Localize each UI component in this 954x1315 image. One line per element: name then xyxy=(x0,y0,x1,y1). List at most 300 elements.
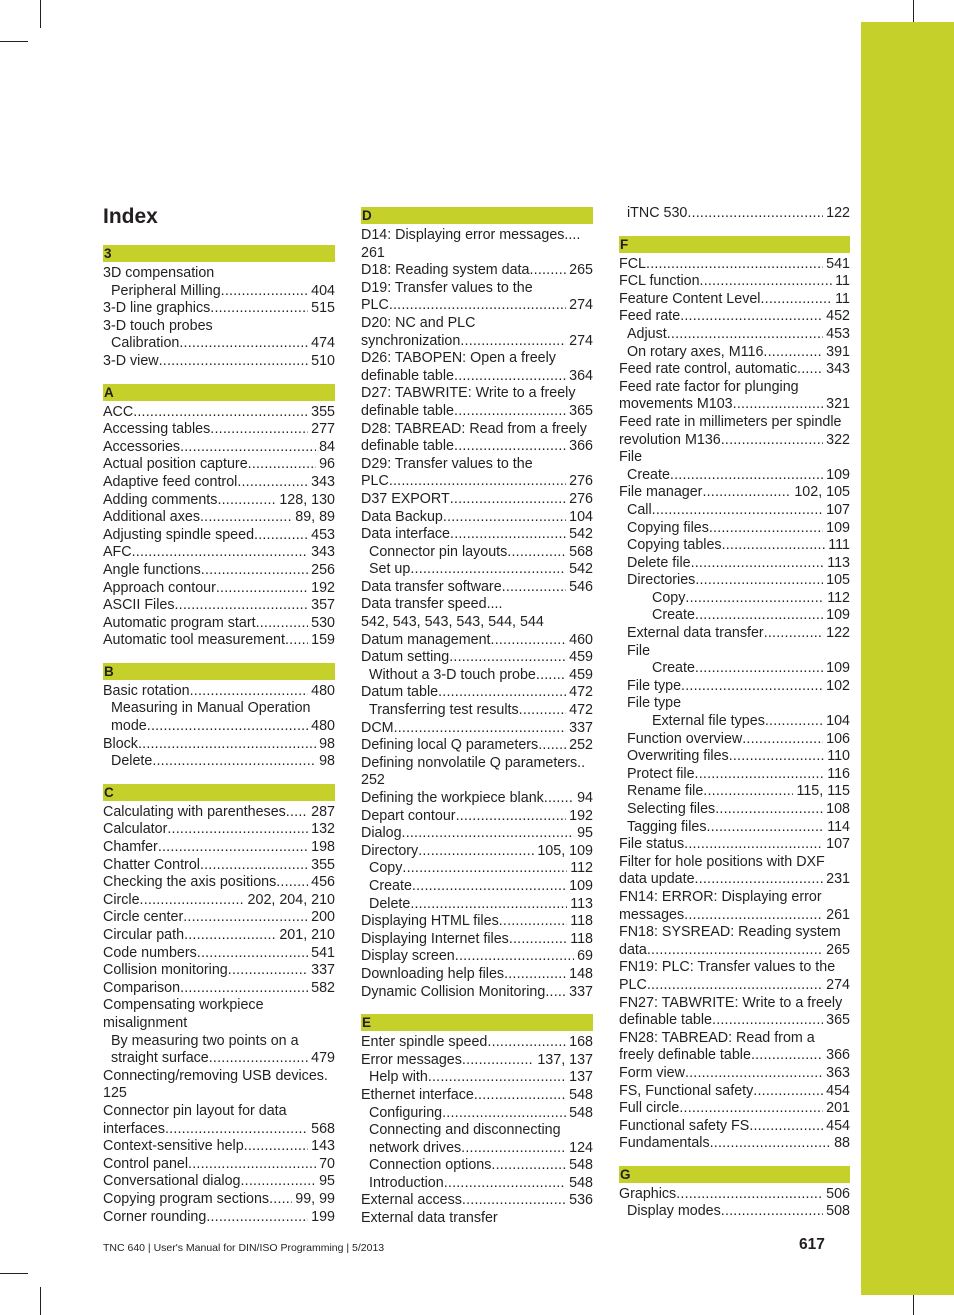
index-entry-page: 168 xyxy=(569,1034,593,1051)
index-entry-text: 261 xyxy=(361,244,385,261)
index-entry xyxy=(103,1156,335,1174)
index-entry-text: 3-D touch probes xyxy=(103,317,213,334)
index-entry-text: Filter for hole positions with DXF xyxy=(619,853,825,870)
dot-leader xyxy=(695,766,825,784)
index-entry-term: Automatic program start xyxy=(103,614,256,631)
index-entry-page: 256 xyxy=(311,561,335,578)
index-entry xyxy=(619,256,850,274)
index-entry-page: 112 xyxy=(827,589,850,606)
index-entry-term: straight surface xyxy=(111,1050,209,1067)
dot-leader xyxy=(676,1186,823,1204)
index-entry-page: 94 xyxy=(577,790,593,806)
index-entry-term: Actual position capture xyxy=(103,456,248,473)
index-entry-page: 322 xyxy=(826,431,850,448)
index-entry xyxy=(103,945,335,963)
index-entry-term: Create xyxy=(369,877,412,894)
dot-leader xyxy=(667,326,823,344)
index-entry-term: PLC xyxy=(361,473,389,490)
index-entry-term: FCL xyxy=(619,255,647,272)
index-entry-term: Peripheral Milling xyxy=(111,282,221,299)
index-column-3 xyxy=(619,205,850,1221)
index-entry-page: 474 xyxy=(311,335,335,352)
dot-leader xyxy=(179,335,308,353)
dot-leader xyxy=(269,1191,292,1209)
index-entry xyxy=(103,718,335,736)
index-entry xyxy=(619,291,850,309)
index-entry xyxy=(361,1175,593,1193)
index-entry-term: Function overview xyxy=(627,730,743,747)
index-entry xyxy=(361,684,593,702)
index-entry-text: D14: Displaying error messages.... xyxy=(361,227,581,243)
index-entry-page: 454 xyxy=(826,1117,850,1134)
dot-leader xyxy=(183,909,308,927)
index-entry-text: Data transfer speed.... xyxy=(361,596,503,613)
dot-leader xyxy=(180,980,308,998)
index-entry-page: 274 xyxy=(569,297,593,314)
index-entry xyxy=(361,667,593,685)
index-entry-text: D28: TABREAD: Read from a freely xyxy=(361,420,587,437)
index-entry-page: 109 xyxy=(826,660,850,677)
dot-leader xyxy=(228,962,308,980)
index-entry-term: Functional safety FS xyxy=(619,1117,750,1134)
index-entry-term: Full circle xyxy=(619,1100,680,1117)
index-entry xyxy=(361,262,593,280)
index-entry-page: 201 xyxy=(826,1100,850,1117)
index-entry xyxy=(361,1087,593,1105)
index-entry-term: Transferring test results xyxy=(369,702,519,719)
index-entry xyxy=(361,1034,593,1052)
index-entry xyxy=(361,368,593,386)
dot-leader xyxy=(703,783,793,801)
index-entry-term: Code numbers xyxy=(103,944,197,961)
index-entry xyxy=(361,649,593,667)
dot-leader xyxy=(763,344,823,362)
dot-leader xyxy=(410,896,567,914)
index-entry-text: D19: Transfer values to the xyxy=(361,279,533,296)
index-entry-term: Feed rate xyxy=(619,308,681,325)
index-entry-page: 104 xyxy=(826,713,850,730)
index-section-header: G xyxy=(619,1166,850,1183)
index-entry-term: File status xyxy=(619,836,685,853)
index-entry-page: 480 xyxy=(311,682,335,699)
index-entry xyxy=(103,927,335,945)
index-column-1 xyxy=(103,245,335,1226)
index-entry xyxy=(361,790,593,808)
index-entry-page: 515 xyxy=(311,300,335,317)
index-entry xyxy=(619,520,850,538)
index-entry-page: 102, 105 xyxy=(794,484,850,501)
index-entry-page: 404 xyxy=(311,282,335,299)
index-entry-term: File manager xyxy=(619,484,703,501)
index-entry-term: data xyxy=(619,941,647,958)
index-entry-page: 366 xyxy=(569,438,593,455)
index-entry-term: Chamfer xyxy=(103,839,158,856)
index-entry-page: 102 xyxy=(826,677,850,694)
index-entry-text: By measuring two points on a xyxy=(111,1032,299,1049)
index-entry-page: 109 xyxy=(569,877,593,894)
index-entry-page: 321 xyxy=(826,396,850,413)
index-entry-term: Adding comments xyxy=(103,491,218,508)
index-entry-term: Automatic tool measurement xyxy=(103,632,285,649)
dot-leader xyxy=(454,368,566,386)
dot-leader xyxy=(206,1209,308,1227)
index-entry-term: Basic rotation xyxy=(103,682,190,699)
dot-leader xyxy=(200,509,292,527)
index-entry xyxy=(103,804,335,822)
index-entry-page: 460 xyxy=(569,631,593,648)
index-entry xyxy=(619,801,850,819)
index-entry xyxy=(619,731,850,749)
dot-leader xyxy=(402,825,575,843)
index-entry-term: Context-sensitive help xyxy=(103,1138,244,1155)
index-entry-term: Calculator xyxy=(103,821,168,838)
dot-leader xyxy=(545,984,566,1002)
index-entry-page: 366 xyxy=(826,1047,850,1064)
dot-leader xyxy=(241,1173,317,1191)
crop-mark xyxy=(40,1287,41,1315)
index-entry-page: 115, 115 xyxy=(796,783,850,800)
index-entry-page: 108 xyxy=(826,801,850,817)
dot-leader xyxy=(158,839,308,857)
index-entry xyxy=(619,1100,850,1118)
index-entry-text: Connecting and disconnecting xyxy=(369,1122,561,1139)
index-entry xyxy=(103,580,335,598)
index-entry xyxy=(361,632,593,650)
index-entry-term: Create xyxy=(652,660,695,677)
index-entry xyxy=(103,492,335,510)
index-entry-term: DCM xyxy=(361,719,394,736)
index-entry xyxy=(103,439,335,457)
index-entry xyxy=(103,632,335,650)
index-entry-text: Measuring in Manual Operation xyxy=(111,700,311,717)
index-entry-term: Displaying HTML files xyxy=(361,913,499,930)
dot-leader xyxy=(443,509,566,527)
index-entry-page: 274 xyxy=(569,332,593,349)
index-entry-text: External data transfer xyxy=(361,1210,498,1227)
index-entry-page: 530 xyxy=(311,614,335,631)
index-entry-term: Collision monitoring xyxy=(103,962,228,979)
index-entry xyxy=(361,1140,593,1158)
index-entry xyxy=(103,562,335,580)
index-entry xyxy=(619,1203,850,1221)
dot-leader xyxy=(152,753,316,771)
dot-leader xyxy=(680,308,823,326)
index-section-header: E xyxy=(361,1014,593,1031)
index-entry xyxy=(103,1173,335,1191)
index-entry xyxy=(103,1209,335,1227)
dot-leader xyxy=(200,857,308,875)
index-section-header: F xyxy=(619,236,850,253)
index-entry-page: 261 xyxy=(826,906,850,923)
index-entry-term: Directory xyxy=(361,842,419,859)
index-entry-term: Overwriting files xyxy=(627,748,729,765)
index-entry xyxy=(619,308,850,326)
index-entry-page: 89, 89 xyxy=(295,509,335,526)
index-entry-page: 110 xyxy=(827,748,850,765)
index-entry xyxy=(103,300,335,318)
index-entry-page: 343 xyxy=(826,361,850,378)
dot-leader xyxy=(210,300,308,318)
dot-leader xyxy=(460,333,566,351)
dot-leader xyxy=(685,1065,823,1083)
index-entry-text: Defining nonvolatile Q parameters.. xyxy=(361,754,586,771)
index-entry-page: 365 xyxy=(826,1012,850,1029)
dot-leader xyxy=(652,502,824,520)
index-entry-text: D29: Transfer values to the xyxy=(361,455,533,472)
index-entry-page: 109 xyxy=(826,519,850,536)
index-entry-term: Downloading help files xyxy=(361,965,505,982)
index-entry-page: 107 xyxy=(826,836,850,853)
index-entry-text: Feed rate factor for plunging xyxy=(619,378,799,395)
index-entry-text: Connecting/removing USB devices. xyxy=(103,1067,328,1084)
index-entry-text: FN28: TABREAD: Read from a xyxy=(619,1029,815,1046)
index-entry xyxy=(619,871,850,889)
index-entry xyxy=(361,843,593,861)
dot-leader xyxy=(722,537,826,555)
dot-leader xyxy=(647,942,823,960)
index-entry-term: Dynamic Collision Monitoring xyxy=(361,983,546,1000)
index-entry-page: 542 xyxy=(569,526,593,543)
index-entry xyxy=(361,1052,593,1070)
dot-leader xyxy=(454,403,566,421)
index-entry-page: 453 xyxy=(826,325,850,342)
index-entry-term: movements M103 xyxy=(619,396,733,413)
index-entry-term: AFC xyxy=(103,544,132,561)
index-entry-term: On rotary axes, M116 xyxy=(627,343,764,360)
index-entry-page: 192 xyxy=(311,579,335,596)
index-entry xyxy=(619,625,850,643)
index-entry xyxy=(619,572,850,590)
dot-leader xyxy=(237,474,308,492)
index-entry-term: Datum management xyxy=(361,631,491,648)
dot-leader xyxy=(133,404,308,422)
index-entry-term: Tagging files xyxy=(627,818,707,835)
index-entry xyxy=(619,467,850,485)
index-entry-page: 105 xyxy=(826,572,850,589)
index-entry xyxy=(361,544,593,562)
index-entry xyxy=(619,590,850,608)
index-entry-term: ASCII Files xyxy=(103,597,175,614)
index-entry-term: Corner rounding xyxy=(103,1208,207,1225)
index-entry-page: 201, 210 xyxy=(279,927,335,943)
index-entry xyxy=(361,491,593,509)
index-entry xyxy=(103,683,335,701)
dot-leader xyxy=(702,484,791,502)
index-entry-page: 536 xyxy=(569,1192,593,1209)
index-entry-term: Datum table xyxy=(361,684,439,701)
index-entry-term: PLC xyxy=(361,297,389,314)
dot-leader xyxy=(394,720,567,738)
index-entry xyxy=(619,1047,850,1065)
index-entry-term: Block xyxy=(103,735,138,752)
index-entry-page: 132 xyxy=(311,821,335,838)
index-entry-page: 459 xyxy=(569,666,593,683)
dot-leader xyxy=(797,361,823,379)
index-entry xyxy=(103,736,335,754)
index-entry-term: Copy xyxy=(369,860,403,877)
dot-leader xyxy=(695,660,823,678)
dot-leader xyxy=(201,562,308,580)
index-entry-term: Fundamentals xyxy=(619,1135,710,1152)
index-entry-term: Delete file xyxy=(627,554,691,571)
index-entry-page: 96 xyxy=(319,456,335,473)
dot-leader xyxy=(256,615,309,633)
index-entry xyxy=(103,283,335,301)
index-entry xyxy=(361,720,593,738)
index-entry-page: 99, 99 xyxy=(295,1190,335,1207)
index-entry-page: 472 xyxy=(569,702,593,719)
index-entry xyxy=(103,821,335,839)
index-entry xyxy=(361,509,593,527)
dot-leader xyxy=(248,456,316,474)
index-entry-term: revolution M136 xyxy=(619,431,721,448)
index-entry-term: Error messages xyxy=(361,1051,462,1068)
index-entry xyxy=(361,403,593,421)
index-entry xyxy=(619,537,850,555)
dot-leader xyxy=(132,544,309,562)
index-entry-term: Set up xyxy=(369,561,411,578)
dot-leader xyxy=(217,492,276,510)
index-entry-term: D37 EXPORT xyxy=(361,490,450,507)
index-entry-term: Defining the workpiece blank xyxy=(361,790,544,806)
dot-leader xyxy=(742,731,823,749)
index-section-header: C xyxy=(103,784,335,801)
dot-leader xyxy=(685,590,824,608)
index-entry-term: Create xyxy=(627,466,670,483)
index-entry xyxy=(103,474,335,492)
dot-leader xyxy=(721,432,823,450)
index-entry xyxy=(361,931,593,949)
index-entry xyxy=(103,335,335,353)
index-entry-page: 95 xyxy=(319,1173,335,1190)
index-entry xyxy=(619,326,850,344)
index-entry-term: Ethernet interface xyxy=(361,1086,474,1103)
index-entry-page: 192 xyxy=(569,807,593,824)
index-entry-term: Data interface xyxy=(361,526,451,543)
page-title: Index xyxy=(103,205,158,228)
index-entry-page: 111 xyxy=(828,537,850,554)
index-entry-page: 510 xyxy=(311,352,335,369)
index-entry-page: 118 xyxy=(570,930,593,947)
index-entry-term: mode xyxy=(111,718,147,735)
index-entry xyxy=(361,1069,593,1087)
dot-leader xyxy=(456,808,567,826)
index-entry-term: FS, Functional safety xyxy=(619,1082,754,1099)
index-entry-term: interfaces xyxy=(103,1120,165,1137)
index-entry-page: 128, 130 xyxy=(279,491,335,508)
index-entry xyxy=(619,205,850,223)
index-entry-text: D26: TABOPEN: Open a freely xyxy=(361,350,556,367)
index-entry xyxy=(619,1012,850,1030)
index-entry-text: 252 xyxy=(361,772,385,789)
index-entry xyxy=(361,984,593,1002)
index-entry xyxy=(361,1157,593,1175)
index-entry-page: 287 xyxy=(311,803,335,820)
index-entry-page: 276 xyxy=(569,490,593,507)
index-entry-page: 109 xyxy=(826,607,850,624)
section-spacer xyxy=(619,1153,850,1166)
index-entry-term: Configuring xyxy=(369,1104,443,1121)
dot-leader xyxy=(753,1083,823,1101)
index-entry-term: Adjust xyxy=(627,325,667,342)
index-entry-term: Circle xyxy=(103,891,140,908)
index-entry-page: 112 xyxy=(570,860,593,877)
dot-leader xyxy=(509,931,567,949)
index-entry-term: Copying files xyxy=(627,519,709,536)
index-entry xyxy=(619,1065,850,1083)
index-entry-term: Call xyxy=(627,501,652,518)
index-entry-page: 508 xyxy=(826,1203,850,1220)
index-entry xyxy=(619,361,850,379)
index-entry-term: Control panel xyxy=(103,1155,189,1172)
index-entry xyxy=(103,857,335,875)
index-entry-term: Delete xyxy=(111,753,153,770)
index-entry xyxy=(619,660,850,678)
index-entry-term: definable table xyxy=(361,367,455,384)
dot-leader xyxy=(499,913,567,931)
dot-leader xyxy=(444,1175,566,1193)
index-entry xyxy=(619,678,850,696)
index-entry xyxy=(361,808,593,826)
index-entry xyxy=(103,1138,335,1156)
index-entry-term: Adaptive feed control xyxy=(103,473,238,490)
index-entry-term: D18: Reading system data xyxy=(361,262,530,279)
index-entry-page: 107 xyxy=(826,501,850,518)
index-entry xyxy=(103,456,335,474)
dot-leader xyxy=(402,860,567,878)
index-entry-page: 122 xyxy=(826,205,850,221)
index-entry-term: Data Backup xyxy=(361,508,443,525)
index-entry-page: 355 xyxy=(311,403,335,420)
dot-leader xyxy=(507,544,566,562)
index-entry xyxy=(103,421,335,439)
index-entry-text: Feed rate in millimeters per spindle xyxy=(619,413,842,430)
index-entry-text: D27: TABWRITE: Write to a freely xyxy=(361,385,576,402)
index-entry-page: 148 xyxy=(569,965,593,982)
index-entry xyxy=(619,1135,850,1153)
index-entry-term: Angle functions xyxy=(103,561,201,578)
index-entry-term: Circle center xyxy=(103,909,184,926)
index-entry-page: 276 xyxy=(569,473,593,490)
index-entry-page: 274 xyxy=(826,976,850,993)
dot-leader xyxy=(502,579,566,597)
index-entry-term: definable table xyxy=(361,438,455,455)
index-column-2 xyxy=(361,207,593,1228)
index-entry-page: 546 xyxy=(569,578,593,595)
dot-leader xyxy=(487,1034,566,1052)
index-entry-term: External data transfer xyxy=(627,625,764,642)
dot-leader xyxy=(751,1047,823,1065)
section-spacer xyxy=(103,650,335,663)
dot-leader xyxy=(442,1105,566,1123)
section-spacer xyxy=(361,1001,593,1014)
index-entry xyxy=(619,484,850,502)
index-entry-term: Depart contour xyxy=(361,807,456,824)
index-entry-term: External file types xyxy=(652,713,765,730)
index-entry-term: External access xyxy=(361,1192,462,1209)
index-entry-term: Conversational dialog xyxy=(103,1173,241,1190)
dot-leader xyxy=(450,526,566,544)
index-entry xyxy=(619,273,850,291)
index-entry-page: 11 xyxy=(835,273,850,290)
index-entry-page: 109 xyxy=(826,466,850,483)
dot-leader xyxy=(715,801,823,819)
dot-leader xyxy=(536,667,566,685)
dot-leader xyxy=(167,821,308,839)
index-entry xyxy=(361,1105,593,1123)
dot-leader xyxy=(695,607,823,625)
index-entry-term: Directories xyxy=(627,572,696,589)
